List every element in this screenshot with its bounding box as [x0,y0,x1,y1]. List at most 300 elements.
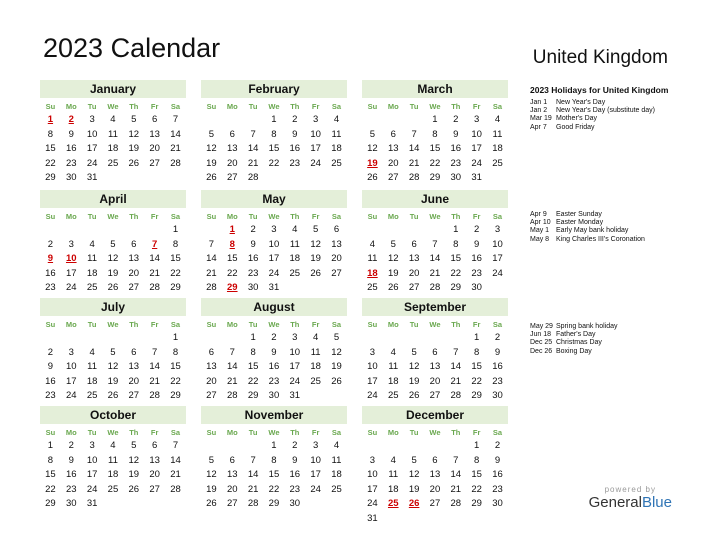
day-cell: 18 [289,253,301,264]
day-cell: 23 [471,267,482,279]
weekday-label: Th [129,320,139,329]
day-cell: 21 [149,375,160,387]
week-row [362,331,508,346]
day-cell: 9 [292,128,298,140]
day-cell: 22 [268,157,280,169]
day-cell [103,497,124,512]
day-cell: 2 [473,224,480,235]
day-cell: 4 [333,114,340,125]
day-cell: 20 [226,483,238,495]
day-cell: 22 [471,483,482,495]
day-cell: 27 [128,390,140,401]
day-cell: 28 [149,390,160,401]
holiday-name: Spring bank holiday [556,323,618,330]
day-cell: 4 [333,440,340,451]
month-december [362,406,508,526]
week-row [201,331,347,346]
day-cell: 3 [271,224,277,235]
holiday-row [530,219,705,227]
holiday-group [530,211,705,244]
day-cell [201,331,222,346]
day-cell: 8 [473,346,480,358]
day-cell: 28 [170,157,181,169]
day-cell: 20 [226,157,238,169]
day-cell: 1 [271,114,277,125]
holiday-day-cell: 26 [408,498,420,509]
weekday-label: We [429,212,441,221]
day-cell: 21 [450,483,462,495]
day-cell: 9 [494,346,501,358]
day-cell: 25 [86,282,98,293]
day-cell: 2 [250,224,256,235]
weekday-label: Tu [248,212,258,221]
weekday-label: Mo [65,320,77,329]
day-cell: 23 [247,267,259,279]
day-cell: 30 [492,498,503,509]
month-name: December [362,406,508,424]
day-cell: 16 [289,469,301,480]
day-cell: 4 [312,332,319,343]
holiday-day-cell: 18 [367,267,378,279]
weekday-label: We [107,320,119,329]
day-cell: 20 [128,375,140,387]
holiday-row [530,99,705,107]
holiday-name: New Year's Day [556,99,606,106]
holiday-date: Jan 1 [530,99,548,106]
day-cell: 13 [206,361,217,372]
weekday-label: Tu [248,102,258,111]
day-cell: 7 [453,454,459,466]
day-cell: 8 [473,454,480,466]
weekday-label: Tu [409,428,419,437]
day-cell: 10 [367,469,378,480]
weekday-label: Su [45,320,56,329]
day-cell: 23 [65,157,77,169]
day-cell: 29 [268,498,280,509]
day-cell: 15 [471,361,482,372]
month-july [40,298,186,418]
week-row [201,346,347,361]
week-row [40,360,186,375]
day-cell: 28 [429,282,441,293]
weekday-label: Fr [472,212,481,221]
day-cell: 3 [369,454,376,466]
holiday-day-cell: 19 [367,157,378,169]
holiday-date: Jan 2 [530,107,548,115]
day-cell: 15 [226,253,238,264]
holiday-row [530,124,705,132]
day-cell: 18 [331,143,342,154]
weekday-label: Sa [170,212,181,221]
weekday-label: Fr [150,320,159,329]
weekday-header [40,426,186,439]
month-april [40,190,186,310]
weekday-label: Mo [226,212,238,221]
weekday-header [201,318,347,331]
month-august [201,298,347,404]
month-november [201,406,347,512]
day-cell: 12 [310,238,321,250]
day-cell: 22 [170,375,181,387]
day-cell: 9 [494,454,501,466]
day-cell [144,497,165,512]
week-row [362,454,508,469]
month-june [362,190,508,296]
day-cell: 16 [45,267,56,279]
day-cell: 24 [65,390,77,401]
day-cell [40,331,61,346]
day-cell [61,223,82,238]
day-cell: 11 [310,346,321,358]
day-cell: 5 [110,346,116,358]
holiday-row [530,331,705,339]
day-cell: 31 [86,172,98,183]
day-cell: 22 [471,375,482,387]
day-cell: 19 [408,375,420,387]
day-cell [305,281,326,296]
day-cell: 12 [128,128,140,140]
day-cell: 4 [89,238,95,250]
day-cell: 14 [247,469,259,480]
day-cell: 26 [206,172,217,183]
weekday-label: Fr [472,102,481,111]
day-cell: 4 [110,440,116,451]
day-cell: 27 [387,172,399,183]
weekday-label: Tu [409,102,419,111]
day-cell: 11 [87,361,98,372]
week-row [362,113,508,128]
day-cell: 28 [247,498,259,509]
day-cell: 28 [170,483,181,495]
day-cell: 26 [367,172,378,183]
day-cell: 15 [45,143,56,154]
weekday-label: Mo [226,428,238,437]
day-cell: 10 [268,238,280,250]
day-cell: 1 [432,114,438,125]
weekday-label: We [107,428,119,437]
weekday-label: Su [367,428,378,437]
day-cell: 14 [206,253,217,264]
day-cell: 25 [107,157,119,169]
day-cell: 17 [367,375,378,387]
week-row [201,483,347,498]
day-cell: 30 [289,498,301,509]
day-cell: 11 [289,238,300,250]
day-cell: 5 [131,440,137,451]
day-cell: 21 [149,267,160,279]
day-cell: 10 [86,128,98,140]
weekday-label: Su [45,428,56,437]
weekday-header [362,318,508,331]
day-cell: 19 [107,375,119,387]
month-name: October [40,406,186,424]
day-cell: 17 [367,483,378,495]
day-cell [305,171,326,186]
month-name: June [362,190,508,208]
weekday-label: Th [451,320,461,329]
day-cell: 8 [453,238,459,250]
weekday-label: Th [129,428,139,437]
day-cell: 3 [369,346,376,358]
week-row [362,157,508,172]
day-cell: 26 [331,375,342,387]
day-cell: 30 [268,390,280,401]
day-cell: 25 [367,282,378,293]
day-cell: 25 [310,375,321,387]
day-cell: 7 [250,454,256,466]
week-row [40,439,186,454]
day-cell: 17 [289,361,301,372]
holidays-title: 2023 Holidays for United Kingdom [530,85,669,95]
weekday-label: Fr [472,320,481,329]
day-cell [362,113,383,128]
weekday-label: Sa [492,428,503,437]
week-row [40,223,186,238]
day-cell: 5 [333,332,340,343]
day-cell [305,389,326,404]
holiday-name: Easter Monday [556,219,604,227]
week-row [40,375,186,390]
day-cell: 4 [494,114,501,125]
day-cell: 13 [387,143,399,154]
day-cell: 27 [206,390,217,401]
day-cell: 16 [45,375,56,387]
holiday-day-cell: 9 [47,253,54,264]
day-cell: 18 [310,361,321,372]
day-cell: 10 [471,128,482,140]
day-cell: 22 [45,483,56,495]
day-cell: 7 [411,128,417,140]
day-cell: 25 [387,390,399,401]
week-row [40,252,186,267]
weekday-label: We [268,102,280,111]
day-cell: 10 [367,361,378,372]
day-cell: 12 [107,361,119,372]
day-cell: 23 [450,157,462,169]
day-cell: 19 [107,267,119,279]
holiday-date: Jun 18 [530,331,552,339]
day-cell: 15 [450,253,462,264]
weekday-label: Tu [87,320,97,329]
day-cell: 21 [170,469,181,480]
week-row [201,171,347,186]
week-row [40,142,186,157]
weekday-label: Mo [65,212,77,221]
week-row [40,281,186,296]
day-cell: 28 [149,282,160,293]
day-cell [362,331,383,346]
holiday-name: New Year's Day (substitute day) [556,107,655,115]
day-cell: 29 [45,498,56,509]
day-cell [201,113,222,128]
month-january [40,80,186,186]
day-cell [243,113,264,128]
day-cell [103,223,124,238]
day-cell: 2 [47,238,54,250]
day-cell [222,113,243,128]
day-cell: 11 [492,128,503,140]
day-cell: 23 [289,483,301,495]
day-cell: 20 [387,157,399,169]
day-cell [144,223,165,238]
weekday-header [362,210,508,223]
day-cell: 14 [408,143,420,154]
weekday-header [362,426,508,439]
weekday-label: Tu [248,428,258,437]
day-cell: 14 [170,454,181,466]
holiday-name: Good Friday [556,123,595,131]
day-cell: 8 [271,128,277,140]
day-cell: 19 [331,361,342,372]
holiday-row [530,236,705,244]
day-cell [61,331,82,346]
weekday-label: Su [367,212,378,221]
day-cell [40,223,61,238]
day-cell: 4 [369,238,376,250]
day-cell: 14 [247,143,259,154]
weekday-label: Th [290,320,300,329]
day-cell: 6 [151,440,158,451]
holiday-name: Easter Sunday [556,211,602,218]
week-row [362,238,508,253]
day-cell: 22 [226,267,238,279]
weekday-label: Sa [492,212,503,221]
day-cell: 2 [494,440,501,451]
weekday-label: Fr [311,320,320,329]
day-cell [264,171,285,186]
day-cell [404,512,425,527]
day-cell [487,512,508,527]
week-row [362,171,508,186]
holiday-row [530,107,705,115]
week-row [40,468,186,483]
holiday-group [530,323,705,356]
day-cell: 10 [492,238,503,250]
week-row [201,360,347,375]
day-cell: 29 [429,172,441,183]
day-cell: 26 [128,157,140,169]
day-cell: 19 [310,253,321,264]
weekday-label: Mo [387,102,399,111]
holiday-date: Dec 25 [530,339,553,347]
day-cell [425,512,446,527]
day-cell: 2 [271,332,277,343]
day-cell: 16 [65,469,77,480]
week-row [201,389,347,404]
day-cell: 6 [411,238,417,250]
day-cell: 20 [429,483,441,495]
day-cell: 24 [367,498,378,509]
day-cell: 14 [149,253,160,264]
day-cell [201,439,222,454]
day-cell [326,171,347,186]
country-name: United Kingdom [532,47,668,68]
day-cell [82,331,103,346]
day-cell [144,171,165,186]
day-cell: 6 [333,224,340,235]
day-cell: 24 [367,390,378,401]
day-cell: 24 [471,157,482,169]
day-cell: 16 [492,361,503,372]
holiday-row [530,211,705,219]
day-cell [123,223,144,238]
month-name: April [40,190,186,208]
day-cell: 30 [492,390,503,401]
day-cell: 8 [271,454,277,466]
holiday-name: Christmas Day [556,339,602,347]
day-cell: 21 [247,483,259,495]
day-cell: 3 [89,114,95,125]
week-row [201,281,347,296]
day-cell: 8 [47,128,54,140]
day-cell: 9 [250,238,256,250]
day-cell: 21 [226,375,238,387]
weekday-label: Mo [387,320,399,329]
week-row [362,360,508,375]
day-cell: 15 [45,469,56,480]
day-cell: 9 [453,128,459,140]
week-row [201,267,347,282]
day-cell: 5 [390,238,396,250]
day-cell: 27 [408,282,420,293]
day-cell [383,223,404,238]
day-cell: 23 [268,375,280,387]
day-cell: 16 [450,143,462,154]
day-cell: 6 [151,114,158,125]
week-row [201,497,347,512]
day-cell: 18 [492,143,503,154]
day-cell: 4 [110,114,116,125]
day-cell: 10 [310,454,321,466]
day-cell: 25 [331,483,342,495]
day-cell: 24 [86,157,98,169]
day-cell: 26 [206,498,217,509]
holiday-date: Apr 7 [530,123,547,131]
holiday-date: Dec 26 [530,347,553,355]
day-cell: 25 [107,483,119,495]
week-row [201,238,347,253]
day-cell: 21 [170,143,181,154]
holiday-day-cell: 1 [47,114,54,125]
day-cell: 9 [271,346,277,358]
weekday-header [40,100,186,113]
day-cell: 7 [172,440,179,451]
day-cell: 9 [473,238,480,250]
holiday-name: Mother's Day [556,115,598,123]
day-cell: 15 [247,361,259,372]
day-cell [82,223,103,238]
day-cell: 13 [331,238,342,250]
weekday-label: Sa [170,428,181,437]
brand-blue: Blue [641,494,672,511]
weekday-label: We [268,212,280,221]
day-cell [123,171,144,186]
day-cell: 14 [450,469,462,480]
day-cell [362,223,383,238]
day-cell: 1 [172,332,179,343]
day-cell: 15 [429,143,441,154]
week-row [362,252,508,267]
weekday-label: Su [45,212,56,221]
week-row [40,389,186,404]
day-cell: 18 [107,469,119,480]
day-cell: 21 [247,157,259,169]
day-cell: 8 [47,454,54,466]
day-cell: 17 [86,469,98,480]
weekday-label: Th [451,102,461,111]
day-cell [383,331,404,346]
day-cell: 4 [390,454,396,466]
